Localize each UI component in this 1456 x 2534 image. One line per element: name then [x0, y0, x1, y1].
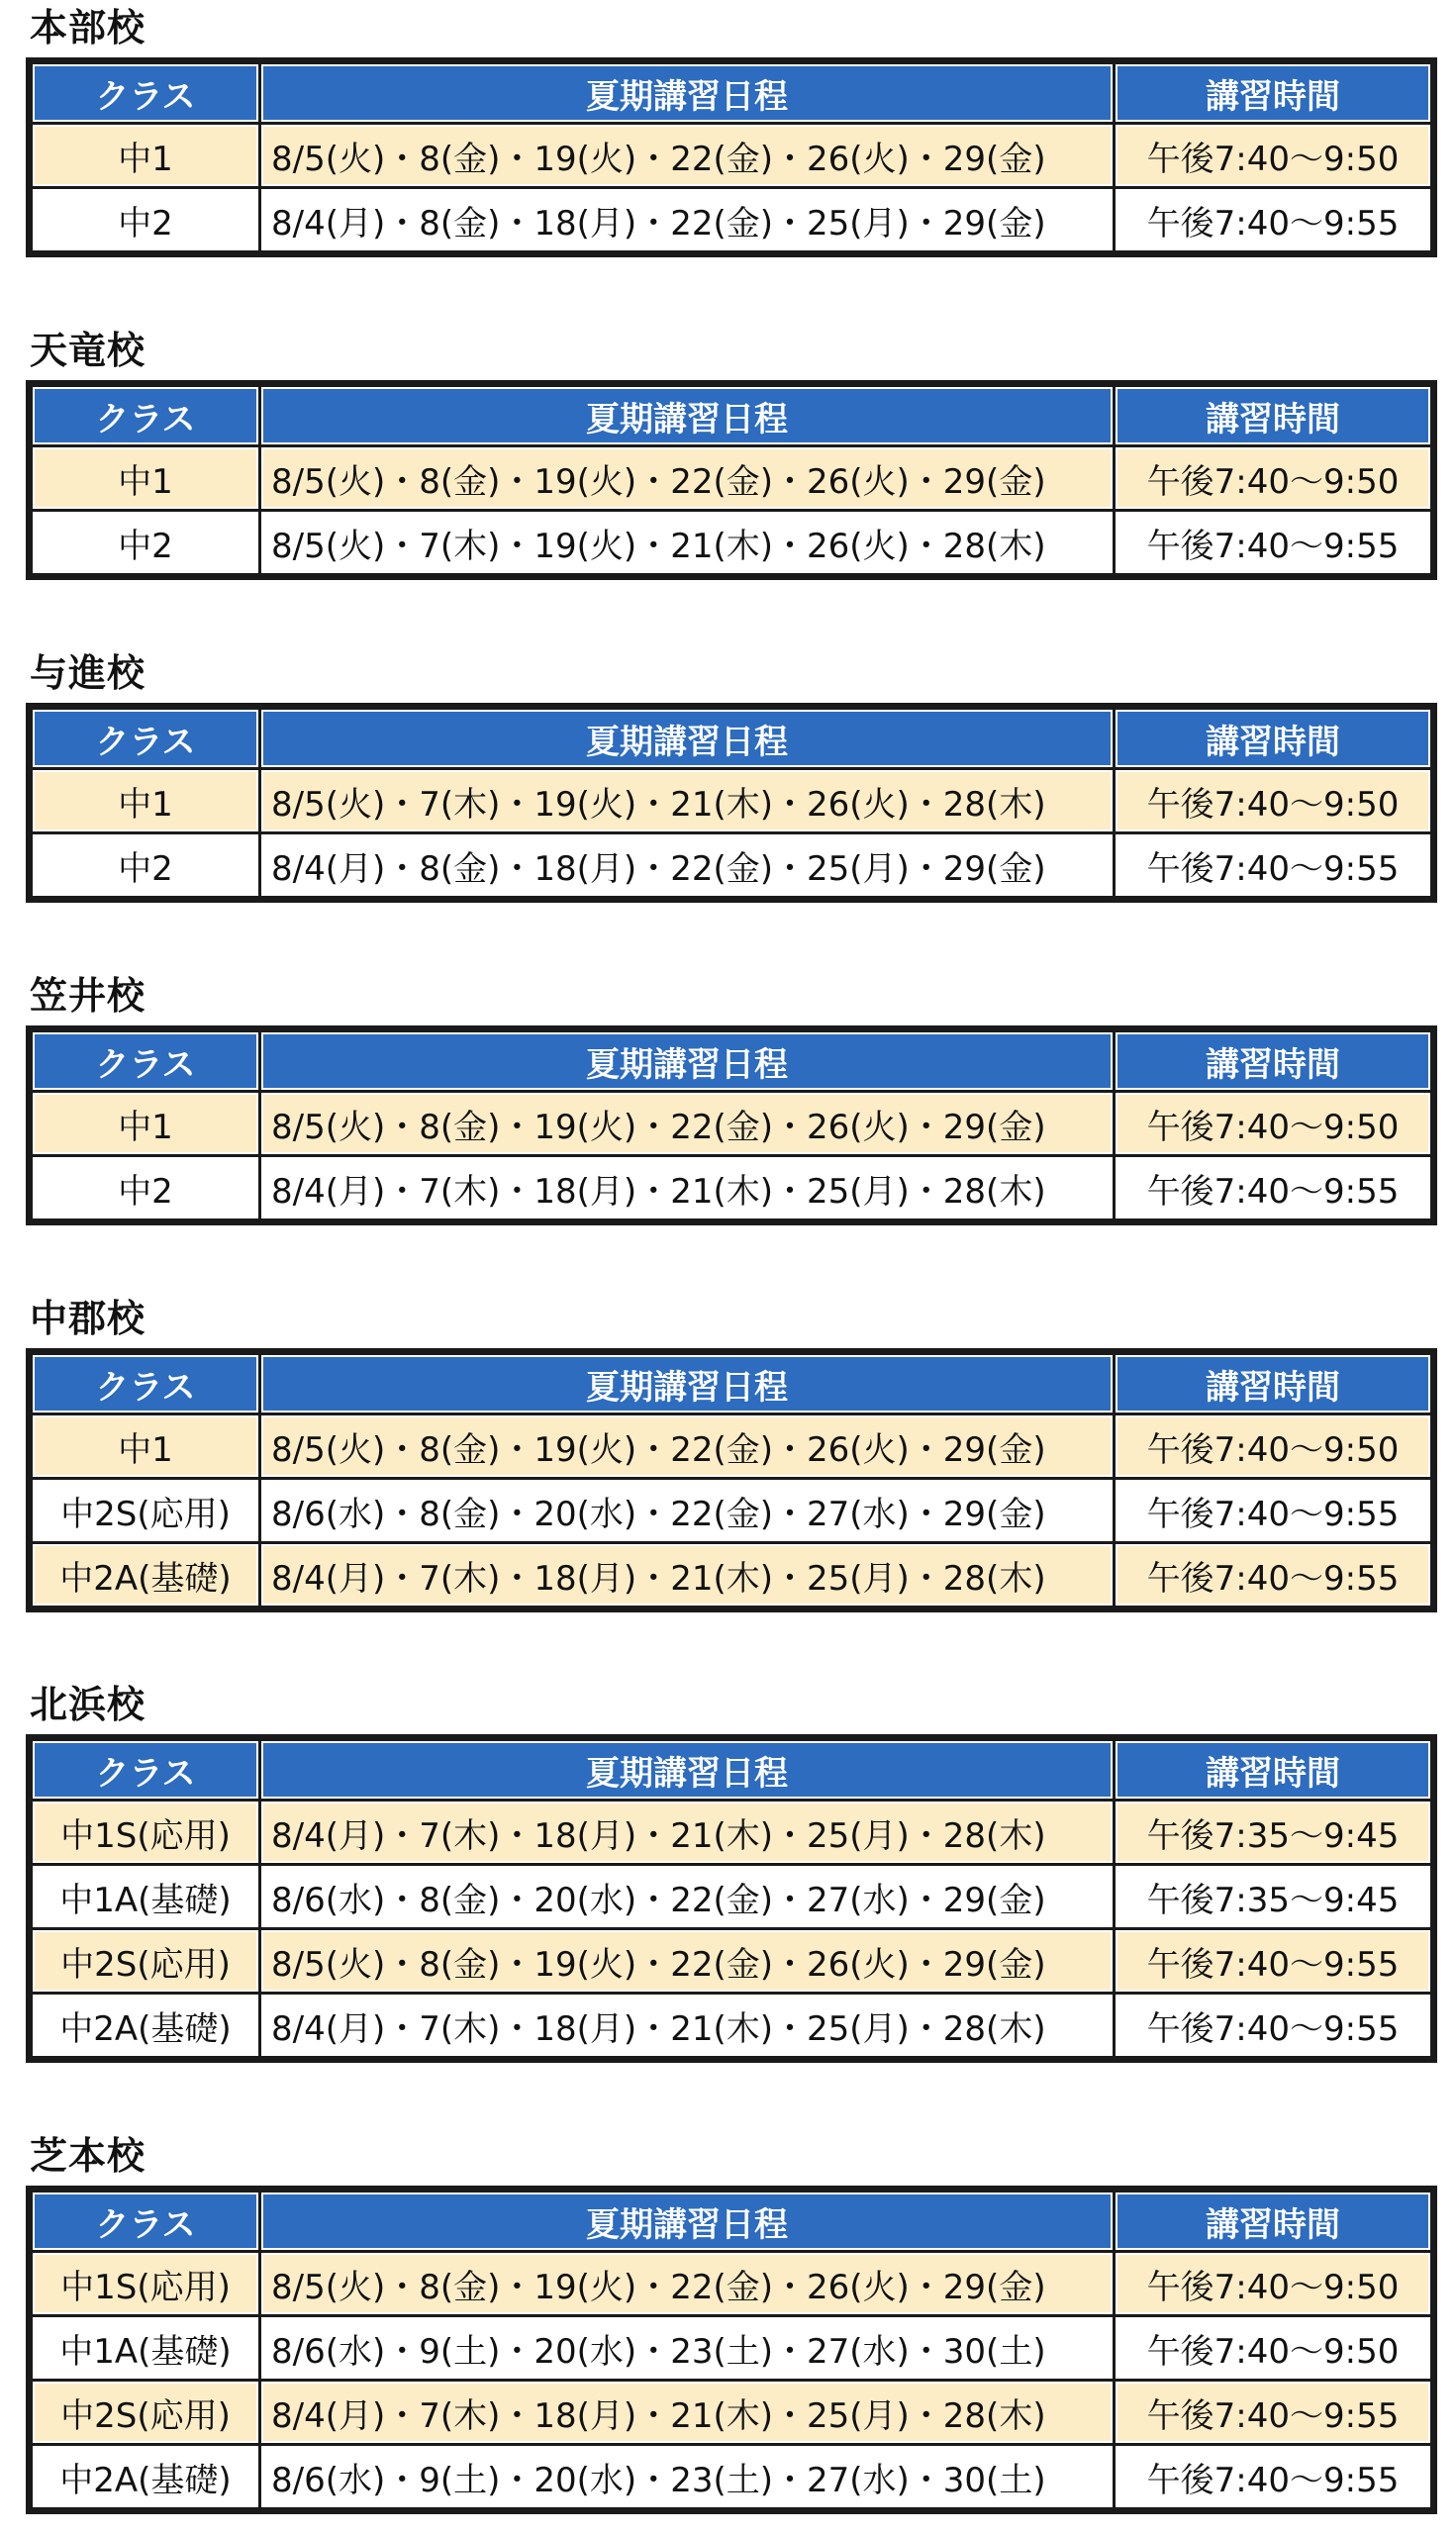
header-class: クラス: [33, 1741, 258, 1799]
dates-cell: 8/4(月)・7(木)・18(月)・21(木)・25(月)・28(木): [261, 1802, 1113, 1863]
school-title: 芝本校: [30, 2134, 146, 2178]
dates-cell: 8/5(火)・7(木)・19(火)・21(木)・26(火)・28(木): [261, 770, 1113, 831]
dates-cell: 8/4(月)・8(金)・18(月)・22(金)・25(月)・29(金): [261, 189, 1113, 250]
dates-cell: 8/5(火)・8(金)・19(火)・22(金)・26(火)・29(金): [261, 1415, 1113, 1477]
header-row: [33, 387, 1430, 444]
table-row: [33, 1415, 1430, 1477]
table-row: [33, 834, 1430, 896]
header-class: クラス: [33, 710, 258, 767]
school-title: 与進校: [30, 651, 146, 695]
school-section: [26, 972, 1435, 1225]
class-cell: 中1: [33, 125, 258, 186]
school-title: 天竜校: [30, 329, 146, 372]
table-row: [33, 1157, 1430, 1218]
dates-cell: 8/5(火)・8(金)・19(火)・22(金)・26(火)・29(金): [261, 125, 1113, 186]
dates-cell: 8/5(火)・8(金)・19(火)・22(金)・26(火)・29(金): [261, 447, 1113, 509]
table-row: [33, 1093, 1430, 1154]
time-cell: 午後7:40〜9:55: [1116, 1480, 1430, 1541]
school-section: [26, 327, 1435, 580]
time-cell: 午後7:40〜9:50: [1116, 770, 1430, 831]
school-section: [26, 1295, 1435, 1612]
class-cell: 中2S(応用): [33, 2382, 258, 2443]
schedule-table: [26, 1734, 1437, 2063]
header-class: クラス: [33, 387, 258, 444]
header-row: [33, 2193, 1430, 2250]
header-row: [33, 1355, 1430, 1413]
header-time: 講習時間: [1116, 710, 1430, 767]
dates-cell: 8/5(火)・8(金)・19(火)・22(金)・26(火)・29(金): [261, 1093, 1113, 1154]
class-cell: 中1: [33, 447, 258, 509]
class-cell: 中1: [33, 770, 258, 831]
table-row: [33, 2253, 1430, 2314]
time-cell: 午後7:40〜9:55: [1116, 1995, 1430, 2056]
schedule-table: [26, 380, 1437, 580]
header-dates: 夏期講習日程: [261, 1355, 1113, 1413]
table-row: [33, 1866, 1430, 1927]
class-cell: 中2A(基礎): [33, 1995, 258, 2056]
header-time: 講習時間: [1116, 1741, 1430, 1799]
schedule-table: [26, 703, 1437, 903]
time-cell: 午後7:40〜9:50: [1116, 125, 1430, 186]
header-row: [33, 1741, 1430, 1799]
header-row: [33, 64, 1430, 122]
header-dates: 夏期講習日程: [261, 387, 1113, 444]
header-time: 講習時間: [1116, 64, 1430, 122]
table-row: [33, 1930, 1430, 1992]
time-cell: 午後7:40〜9:55: [1116, 2382, 1430, 2443]
header-dates: 夏期講習日程: [261, 2193, 1113, 2250]
time-cell: 午後7:40〜9:55: [1116, 189, 1430, 250]
class-cell: 中2S(応用): [33, 1930, 258, 1992]
class-cell: 中2A(基礎): [33, 1544, 258, 1606]
class-cell: 中2: [33, 189, 258, 250]
class-cell: 中1: [33, 1415, 258, 1477]
table-row: [33, 1995, 1430, 2056]
school-section: [26, 2132, 1435, 2514]
time-cell: 午後7:35〜9:45: [1116, 1866, 1430, 1927]
class-cell: 中2A(基礎): [33, 2446, 258, 2507]
class-cell: 中1S(応用): [33, 1802, 258, 1863]
header-time: 講習時間: [1116, 387, 1430, 444]
time-cell: 午後7:40〜9:55: [1116, 2446, 1430, 2507]
table-row: [33, 512, 1430, 573]
table-row: [33, 2446, 1430, 2507]
header-dates: 夏期講習日程: [261, 1032, 1113, 1090]
dates-cell: 8/5(火)・7(木)・19(火)・21(木)・26(火)・28(木): [261, 512, 1113, 573]
table-row: [33, 1802, 1430, 1863]
schedule-table: [26, 1348, 1437, 1612]
dates-cell: 8/4(月)・7(木)・18(月)・21(木)・25(月)・28(木): [261, 1157, 1113, 1218]
table-row: [33, 1544, 1430, 1606]
class-cell: 中2: [33, 512, 258, 573]
class-cell: 中1: [33, 1093, 258, 1154]
dates-cell: 8/5(火)・8(金)・19(火)・22(金)・26(火)・29(金): [261, 1930, 1113, 1992]
table-row: [33, 447, 1430, 509]
time-cell: 午後7:40〜9:50: [1116, 447, 1430, 509]
time-cell: 午後7:35〜9:45: [1116, 1802, 1430, 1863]
time-cell: 午後7:40〜9:50: [1116, 1093, 1430, 1154]
table-row: [33, 2382, 1430, 2443]
dates-cell: 8/4(月)・7(木)・18(月)・21(木)・25(月)・28(木): [261, 1995, 1113, 2056]
header-class: クラス: [33, 2193, 258, 2250]
time-cell: 午後7:40〜9:55: [1116, 1544, 1430, 1606]
header-dates: 夏期講習日程: [261, 64, 1113, 122]
time-cell: 午後7:40〜9:55: [1116, 512, 1430, 573]
dates-cell: 8/6(水)・9(土)・20(水)・23(土)・27(水)・30(土): [261, 2317, 1113, 2379]
school-section: [26, 1681, 1435, 2063]
dates-cell: 8/4(月)・8(金)・18(月)・22(金)・25(月)・29(金): [261, 834, 1113, 896]
class-cell: 中1A(基礎): [33, 2317, 258, 2379]
school-title: 笠井校: [30, 974, 146, 1018]
header-time: 講習時間: [1116, 1032, 1430, 1090]
table-row: [33, 770, 1430, 831]
dates-cell: 8/4(月)・7(木)・18(月)・21(木)・25(月)・28(木): [261, 2382, 1113, 2443]
class-cell: 中1A(基礎): [33, 1866, 258, 1927]
header-row: [33, 710, 1430, 767]
class-cell: 中2S(応用): [33, 1480, 258, 1541]
table-row: [33, 2317, 1430, 2379]
time-cell: 午後7:40〜9:55: [1116, 1930, 1430, 1992]
header-class: クラス: [33, 64, 258, 122]
class-cell: 中2: [33, 1157, 258, 1218]
header-class: クラス: [33, 1032, 258, 1090]
header-row: [33, 1032, 1430, 1090]
dates-cell: 8/4(月)・7(木)・18(月)・21(木)・25(月)・28(木): [261, 1544, 1113, 1606]
schedule-table: [26, 2186, 1437, 2514]
table-row: [33, 125, 1430, 186]
dates-cell: 8/5(火)・8(金)・19(火)・22(金)・26(火)・29(金): [261, 2253, 1113, 2314]
class-cell: 中2: [33, 834, 258, 896]
header-class: クラス: [33, 1355, 258, 1413]
header-time: 講習時間: [1116, 1355, 1430, 1413]
school-section: [26, 4, 1435, 257]
schedule-table: [26, 1025, 1437, 1225]
time-cell: 午後7:40〜9:50: [1116, 2317, 1430, 2379]
header-time: 講習時間: [1116, 2193, 1430, 2250]
time-cell: 午後7:40〜9:50: [1116, 2253, 1430, 2314]
table-row: [33, 189, 1430, 250]
header-dates: 夏期講習日程: [261, 710, 1113, 767]
class-cell: 中1S(応用): [33, 2253, 258, 2314]
school-section: [26, 649, 1435, 903]
header-dates: 夏期講習日程: [261, 1741, 1113, 1799]
table-row: [33, 1480, 1430, 1541]
dates-cell: 8/6(水)・8(金)・20(水)・22(金)・27(水)・29(金): [261, 1866, 1113, 1927]
school-title: 北浜校: [30, 1683, 146, 1726]
school-title: 本部校: [30, 6, 146, 49]
dates-cell: 8/6(水)・9(土)・20(水)・23(土)・27(水)・30(土): [261, 2446, 1113, 2507]
time-cell: 午後7:40〜9:55: [1116, 834, 1430, 896]
school-title: 中郡校: [30, 1297, 146, 1340]
schedule-table: [26, 57, 1437, 257]
time-cell: 午後7:40〜9:55: [1116, 1157, 1430, 1218]
dates-cell: 8/6(水)・8(金)・20(水)・22(金)・27(水)・29(金): [261, 1480, 1113, 1541]
time-cell: 午後7:40〜9:50: [1116, 1415, 1430, 1477]
